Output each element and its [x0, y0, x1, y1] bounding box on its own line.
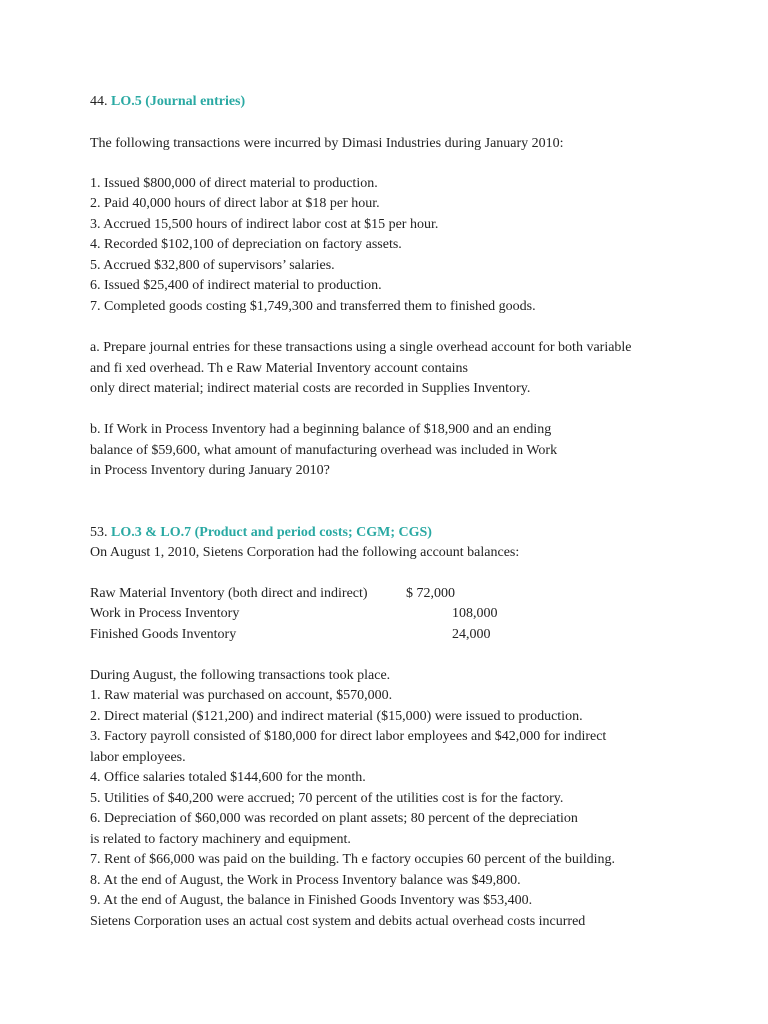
- balance-row: [90, 626, 236, 644]
- problem-53-transaction: 6. Depreciation of $60,000 was recorded on plant assets; 80 percent of the depreciation: [90, 811, 578, 826]
- problem-44-transaction: 4. Recorded $102,100 of depreciation on factory assets.: [90, 237, 402, 252]
- balance-amount: 108,000: [452, 606, 498, 621]
- problem-53-transaction: 8. At the end of August, the Work in Process Inventory balance was $49,800.: [90, 873, 521, 888]
- problem-44-transaction: 3. Accrued 15,500 hours of indirect labor cost at $15 per hour.: [90, 217, 439, 232]
- problem-53-transaction: 3. Factory payroll consisted of $180,000 for direct labor employees and $42,000 for indirect: [90, 729, 607, 744]
- problem-44-part-a: and fi xed overhead. Th e Raw Material Inventory account contains: [90, 361, 468, 376]
- problem-44-intro: The following transactions were incurred by Dimasi Industries during January 2010:: [90, 136, 564, 151]
- problem-53-transactions-intro: During August, the following transactions took place.: [90, 668, 391, 683]
- problem-53-transaction: 4. Office salaries totaled $144,600 for the month.: [90, 770, 366, 785]
- problem-53-transaction: labor employees.: [90, 750, 186, 765]
- problem-44-part-a: a. Prepare journal entries for these transactions using a single overhead account for both variable: [90, 340, 632, 355]
- problem-53-transaction: 2. Direct material ($121,200) and indirect material ($15,000) were issued to production.: [90, 709, 583, 724]
- problem-44-transaction: 1. Issued $800,000 of direct material to production.: [90, 176, 378, 191]
- balance-row: [90, 605, 239, 623]
- problem-44-part-a: only direct material; indirect material costs are recorded in Supplies Inventory.: [90, 381, 531, 396]
- problem-53-transaction: is related to factory machinery and equipment.: [90, 832, 351, 847]
- problem-53-title: LO.3 & LO.7 (Product and period costs; CGM; CGS): [111, 525, 432, 540]
- problem-44-part-b: b. If Work in Process Inventory had a beginning balance of $18,900 and an ending: [90, 422, 552, 437]
- problem-44-part-b: in Process Inventory during January 2010?: [90, 463, 330, 478]
- problem-44-number: 44.: [90, 94, 108, 109]
- problem-44-title: LO.5 (Journal entries): [111, 94, 246, 109]
- problem-53-transaction: Sietens Corporation uses an actual cost system and debits actual overhead costs incurred: [90, 914, 586, 929]
- balance-amount: $ 72,000: [406, 586, 455, 601]
- problem-44-part-b: balance of $59,600, what amount of manufacturing overhead was included in Work: [90, 443, 558, 458]
- problem-44-transaction: 5. Accrued $32,800 of supervisors’ salaries.: [90, 258, 335, 273]
- balance-amount: 24,000: [452, 627, 491, 642]
- problem-53-heading: [90, 524, 432, 542]
- problem-44-transaction: 7. Completed goods costing $1,749,300 and transferred them to finished goods.: [90, 299, 536, 314]
- problem-53-intro: On August 1, 2010, Sietens Corporation had the following account balances:: [90, 545, 520, 560]
- balance-row: [90, 585, 368, 603]
- problem-44-transaction: 2. Paid 40,000 hours of direct labor at $18 per hour.: [90, 196, 380, 211]
- problem-53-transaction: 9. At the end of August, the balance in Finished Goods Inventory was $53,400.: [90, 893, 533, 908]
- balance-account: Finished Goods Inventory: [90, 627, 237, 642]
- problem-53-transaction: 1. Raw material was purchased on account, $570,000.: [90, 688, 393, 703]
- balance-account: Raw Material Inventory (both direct and indirect): [90, 586, 368, 601]
- problem-53-number: 53.: [90, 525, 108, 540]
- balance-account: Work in Process Inventory: [90, 606, 240, 621]
- problem-53-transaction: 7. Rent of $66,000 was paid on the building. Th e factory occupies 60 percent of the building.: [90, 852, 616, 867]
- problem-53-transaction: 5. Utilities of $40,200 were accrued; 70 percent of the utilities cost is for the factory.: [90, 791, 564, 806]
- problem-44-transaction: 6. Issued $25,400 of indirect material to production.: [90, 278, 382, 293]
- problem-44-heading: [90, 93, 245, 111]
